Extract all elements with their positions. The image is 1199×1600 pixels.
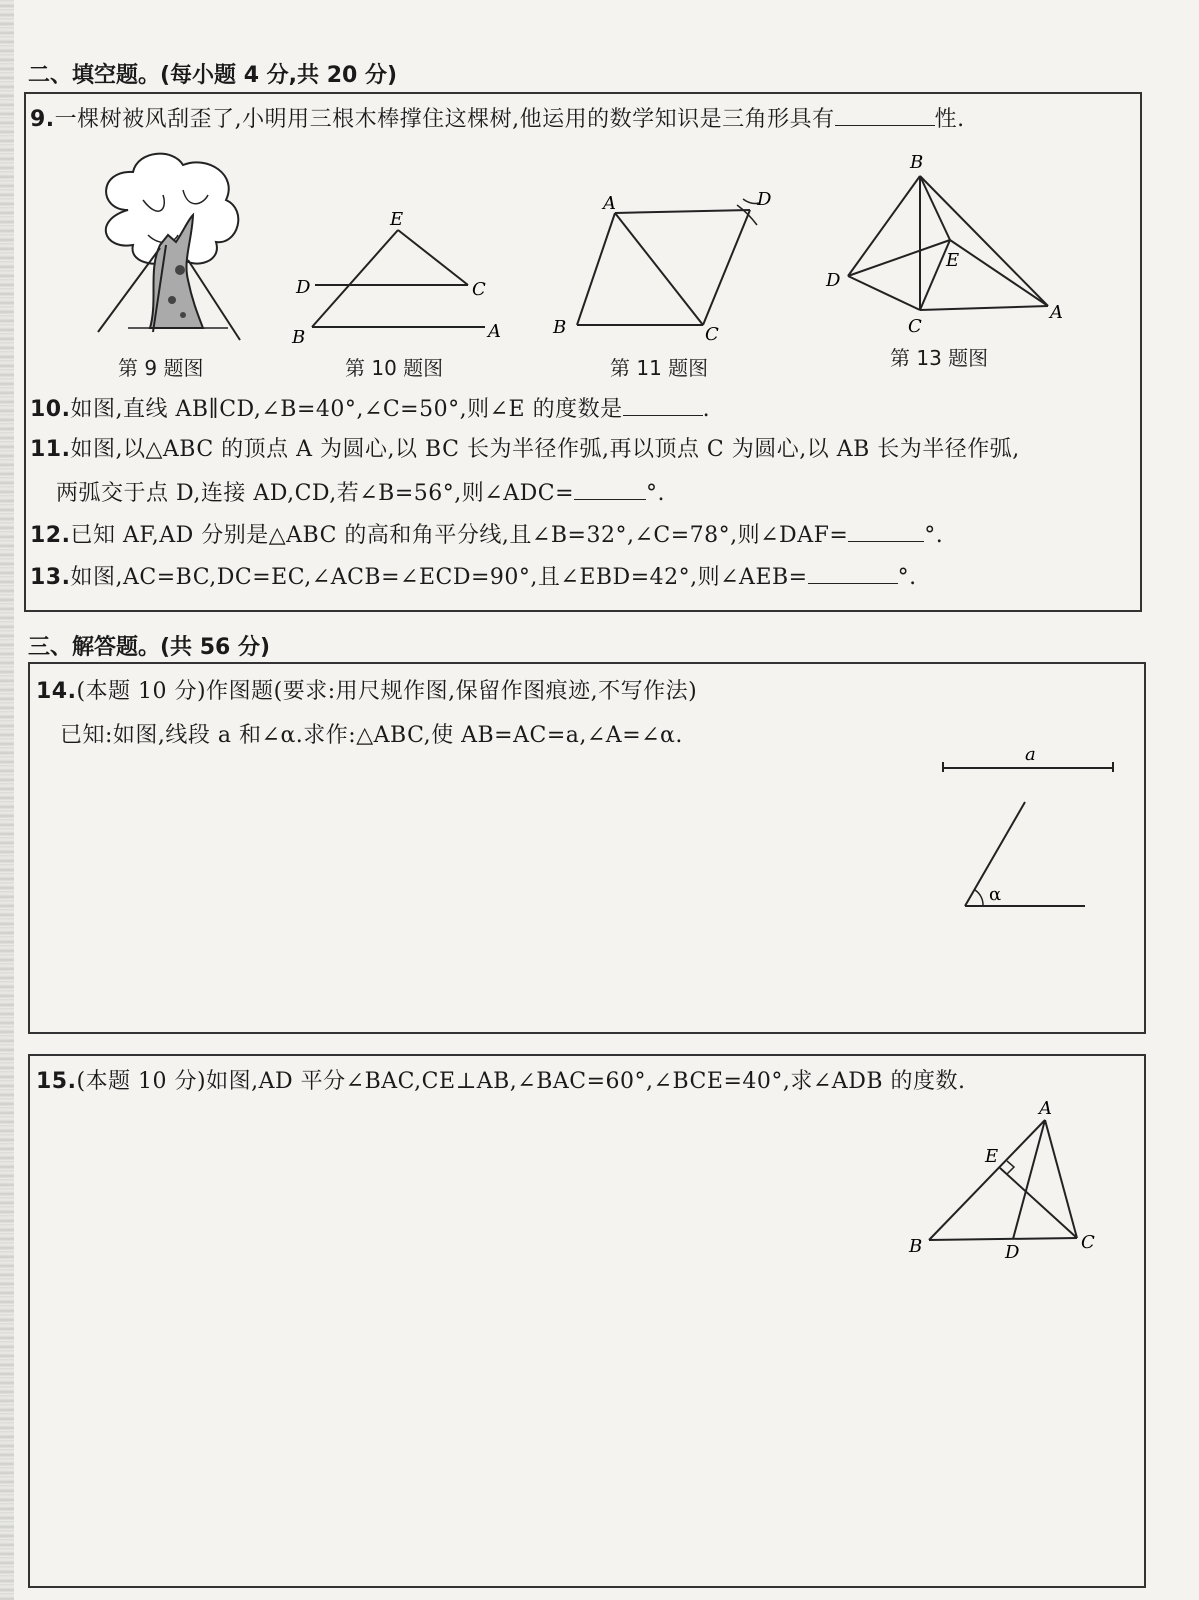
q11-tail: °. — [646, 481, 665, 506]
q11-blank[interactable] — [574, 479, 646, 500]
q9-tail: 性. — [934, 107, 965, 132]
question-12 — [30, 518, 943, 549]
q12-tail: °. — [924, 523, 944, 548]
q13-number: 13. — [30, 565, 71, 590]
question-13 — [30, 560, 917, 591]
fig13-label-e: E — [946, 250, 960, 271]
q15-text: (本题 10 分)如图,AD 平分∠BAC,CE⊥AB,∠BAC=60°,∠BCE=40°,求∠ADB 的度数. — [76, 1069, 966, 1094]
question-11-line2 — [56, 476, 665, 507]
section3-title: 三、解答题。(共 56 分) — [28, 635, 271, 660]
fig13-label-d: D — [826, 270, 841, 291]
q11-text2: 两弧交于点 D,连接 AD,CD,若∠B=56°,则∠ADC= — [56, 481, 574, 506]
q13-text: 如图,AC=BC,DC=EC,∠ACB=∠ECD=90°,且∠EBD=42°,则∠AEB= — [70, 565, 808, 590]
q9-blank[interactable] — [835, 105, 935, 126]
fig10-label-d: D — [296, 277, 311, 298]
question-10 — [30, 392, 710, 423]
q12-number: 12. — [30, 523, 71, 548]
question-11 — [30, 432, 1020, 463]
q10-number: 10. — [30, 397, 71, 422]
fig13-label-a: A — [1050, 302, 1063, 323]
q12-text: 已知 AF,AD 分别是△ABC 的高和角平分线,且∠B=32°,∠C=78°,则∠DAF= — [70, 523, 849, 548]
fig9-tree — [88, 150, 248, 345]
fig11-label-d: D — [757, 189, 772, 210]
fig11-label-c: C — [705, 324, 719, 345]
fig11-label-a: A — [603, 193, 616, 214]
section2-title: 二、填空题。(每小题 4 分,共 20 分) — [28, 63, 398, 88]
fig10-label-e: E — [390, 209, 404, 230]
q14-text: 已知:如图,线段 a 和∠α.求作:△ABC,使 AB=AC=a,∠A=∠α. — [60, 723, 683, 748]
question-14-head — [36, 674, 697, 705]
q14-head: (本题 10 分)作图题(要求:用尺规作图,保留作图痕迹,不写作法) — [76, 679, 698, 704]
fig13-diagram — [820, 148, 1070, 338]
fig9-caption: 第 9 题图 — [118, 356, 204, 380]
fig13-label-c: C — [908, 316, 922, 337]
question-9 — [30, 102, 965, 133]
fig10-label-c: C — [472, 279, 486, 300]
fig11-diagram — [545, 185, 785, 345]
q15-label-c: C — [1081, 1232, 1095, 1253]
fig10-label-a: A — [488, 321, 501, 342]
q15-label-d: D — [1005, 1242, 1020, 1263]
fig11-label-b: B — [553, 317, 567, 338]
scan-edge — [0, 0, 14, 1600]
fig11-caption: 第 11 题图 — [610, 356, 709, 380]
q11-text: 如图,以△ABC 的顶点 A 为圆心,以 BC 长为半径作弧,再以顶点 C 为圆心,以 AB 长为半径作弧, — [70, 437, 1020, 462]
q10-tail: . — [702, 397, 711, 422]
q14-number: 14. — [36, 679, 77, 704]
fig13-label-b: B — [910, 152, 924, 173]
question-15 — [36, 1064, 965, 1095]
q9-text: 一棵树被风刮歪了,小明用三根木棒撑住这棵树,他运用的数学知识是三角形具有 — [54, 107, 835, 132]
fig10-diagram — [290, 205, 510, 350]
q15-figure — [905, 1098, 1105, 1268]
q11-number: 11. — [30, 437, 71, 462]
stick-left — [98, 248, 160, 332]
fig13-caption: 第 13 题图 — [890, 346, 989, 370]
angle-alpha-label: α — [989, 884, 1002, 905]
fig10-caption: 第 10 题图 — [345, 356, 444, 380]
q10-text: 如图,直线 AB∥CD,∠B=40°,∠C=50°,则∠E 的度数是 — [70, 397, 623, 422]
q9-number: 9. — [30, 107, 55, 132]
q15-label-a: A — [1039, 1098, 1052, 1119]
fig10-label-b: B — [292, 327, 306, 348]
q13-tail: °. — [897, 565, 917, 590]
q15-label-e: E — [985, 1146, 999, 1167]
q14-figure — [935, 740, 1125, 920]
q13-blank[interactable] — [808, 563, 898, 584]
segment-a-label: a — [1025, 744, 1036, 765]
q12-blank[interactable] — [848, 521, 924, 542]
q15-label-b: B — [909, 1236, 923, 1257]
q10-blank[interactable] — [623, 395, 703, 416]
q15-number: 15. — [36, 1069, 77, 1094]
